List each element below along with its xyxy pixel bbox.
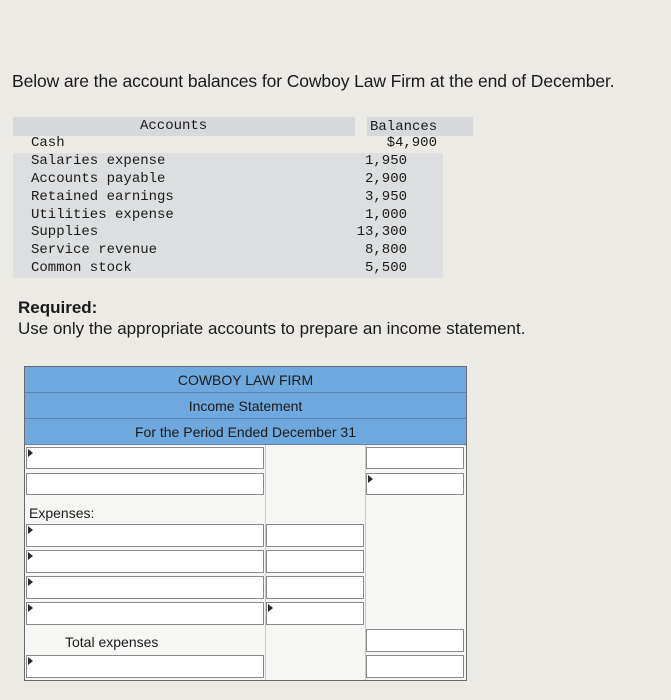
balances-row <box>13 135 473 153</box>
account-balance: 13,300 <box>356 224 407 241</box>
balances-row <box>13 224 443 242</box>
expenses-label: Expenses: <box>29 505 95 521</box>
balances-row <box>13 153 443 171</box>
balances-column-header: Balances <box>370 119 438 135</box>
balances-table-header <box>13 117 473 136</box>
statement-period: For the Period Ended December 31 <box>25 419 466 445</box>
account-balance: 8,800 <box>364 242 407 259</box>
balances-row <box>13 171 443 189</box>
account-name: Cash <box>31 135 65 151</box>
balances-row <box>13 260 443 278</box>
balances-row <box>13 189 443 207</box>
required-label: Required: <box>18 298 98 317</box>
required-section <box>18 297 525 339</box>
account-balance: 1,000 <box>364 206 407 223</box>
net-income-input[interactable] <box>366 655 464 678</box>
expense-amount-input[interactable] <box>266 602 364 625</box>
total-expenses-input[interactable] <box>366 629 464 652</box>
expense-account-select[interactable] <box>26 524 264 547</box>
account-balance: 3,950 <box>364 188 407 205</box>
expense-amount-input[interactable] <box>266 524 364 547</box>
total-expenses-label: Total expenses <box>65 634 159 650</box>
account-name: Accounts payable <box>31 170 166 187</box>
expense-amount-input[interactable] <box>266 576 364 599</box>
account-balance: $4,900 <box>386 135 437 151</box>
account-name: Salaries expense <box>31 152 166 169</box>
accounts-column-header: Accounts <box>140 118 208 134</box>
required-instructions: Use only the appropriate accounts to prepare an income statement. <box>18 319 526 338</box>
expense-account-select[interactable] <box>26 602 264 625</box>
expense-account-select[interactable] <box>26 576 264 599</box>
account-balance: 2,900 <box>364 170 407 187</box>
account-balance: 1,950 <box>364 152 407 169</box>
company-name: COWBOY LAW FIRM <box>25 367 466 393</box>
account-balance: 5,500 <box>364 260 407 277</box>
income-statement-form <box>24 366 467 681</box>
revenue-account-select[interactable] <box>26 447 264 469</box>
revenue-total-input[interactable] <box>366 473 464 495</box>
statement-title: Income Statement <box>25 393 466 419</box>
intro-text: Below are the account balances for Cowboy Law Firm at the end of December. <box>12 71 615 91</box>
balances-row <box>13 242 443 260</box>
net-income-label-select[interactable] <box>26 655 264 678</box>
expense-amount-input[interactable] <box>266 550 364 573</box>
account-name: Service revenue <box>31 242 158 259</box>
account-name: Utilities expense <box>31 206 174 223</box>
balances-row <box>13 207 443 225</box>
expense-account-select[interactable] <box>26 550 264 573</box>
account-name: Common stock <box>31 260 132 277</box>
balances-table <box>13 117 473 278</box>
account-name: Supplies <box>31 224 99 241</box>
revenue-total-label-input[interactable] <box>26 473 264 495</box>
account-name: Retained earnings <box>31 188 174 205</box>
revenue-amount-input[interactable] <box>366 447 464 469</box>
